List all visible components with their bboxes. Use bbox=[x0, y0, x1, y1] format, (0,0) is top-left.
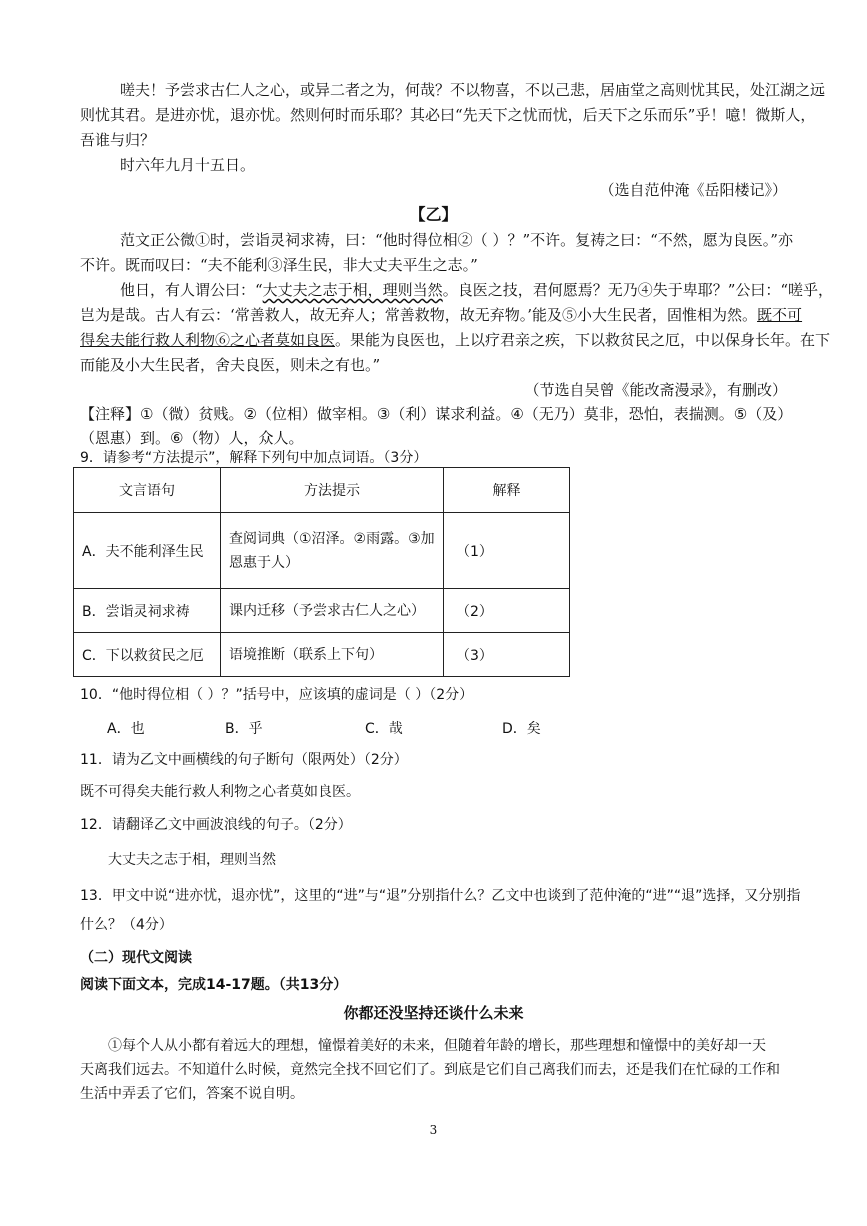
underlined-sentence: 既不可 bbox=[757, 306, 803, 324]
article-line: 生活中弄丢了它们，答案不说自明。 bbox=[80, 1086, 304, 1102]
option-d[interactable]: D．矣 bbox=[502, 721, 541, 737]
table-header: 解释 bbox=[444, 468, 570, 513]
notes-line: 【注释】①（微）贫贱。②（位相）做宰相。③（利）谋求利益。④（无乃）莫非，恐怕，表揣测。⑤（及） bbox=[80, 405, 793, 423]
table-row bbox=[74, 633, 570, 677]
passage-line: 吾谁与归？ bbox=[80, 131, 156, 149]
passage-line bbox=[80, 305, 802, 325]
article-line: 天离我们远去。不知道什么时候，竟然完全找不回它们了。到底是它们自己离我们而去，还是我们在忙碌的工作和 bbox=[80, 1062, 780, 1078]
option-a[interactable]: A．也 bbox=[107, 721, 145, 737]
question-12-stem: 12．请翻译乙文中画波浪线的句子。（2分） bbox=[80, 817, 352, 833]
text-segment: 。良医之技，君何愿焉？无乃④失于卑耶？”公曰：“嗟乎， bbox=[442, 281, 834, 299]
passage-date: 时六年九月十五日。 bbox=[120, 156, 256, 174]
table-cell-hint: 语境推断（联系上下句） bbox=[221, 633, 444, 677]
page-number: 3 bbox=[429, 1123, 438, 1137]
passage-line: 则忧其君。是进亦忧，退亦忧。然则何时而乐耶？其必曰“先天下之忧而忧，后天下之乐而乐”乎！噫！微斯人， bbox=[80, 106, 816, 124]
section-heading-yi: 【乙】 bbox=[409, 205, 458, 224]
table-cell-sentence: A．夫不能利泽生民 bbox=[74, 513, 221, 589]
text-segment: 。果能为良医也，上以疗君亲之疾，下以救贫民之厄，中以保身长年。在下 bbox=[335, 331, 831, 349]
question-11-sentence: 既不可得矣夫能行救人利物之心者莫如良医。 bbox=[80, 784, 360, 800]
question-11-stem: 11．请为乙文中画横线的句子断句（限两处）（2分） bbox=[80, 752, 408, 768]
option-b[interactable]: B．乎 bbox=[225, 721, 263, 737]
table-cell-sentence: C．下以救贫民之厄 bbox=[74, 633, 221, 677]
table-header-row bbox=[74, 468, 570, 513]
notes-line: （恩惠）到。⑥（物）人，众人。 bbox=[80, 429, 304, 447]
section-instruction: 阅读下面文本，完成14-17题。（共13分） bbox=[80, 977, 348, 993]
table-header: 文言语句 bbox=[74, 468, 221, 513]
question-13-line: 什么？（4分） bbox=[80, 917, 173, 933]
passage-line: 不许。既而叹曰：“夫不能利③泽生民，非大丈夫平生之志。” bbox=[80, 256, 478, 274]
method-table bbox=[73, 467, 570, 677]
article-line: ①每个人从小都有着远大的理想，憧憬着美好的未来，但随着年龄的增长，那些理想和憧憬中的美好却一天 bbox=[108, 1038, 766, 1054]
passage-line: 而能及小大生民者，舍夫良医，则未之有也。” bbox=[80, 356, 381, 374]
answer-blank-1[interactable]: （1） bbox=[444, 513, 570, 589]
table-row bbox=[74, 589, 570, 633]
text-segment: 他日，有人谓公曰：“ bbox=[120, 281, 263, 299]
passage-line: 范文正公微①时，尝诣灵祠求祷，曰：“他时得位相②（ ）？”不许。复祷之曰：“不然，愿为良医。”亦 bbox=[120, 231, 793, 249]
answer-blank-2[interactable]: （2） bbox=[444, 589, 570, 633]
question-10-stem: 10．“他时得位相（ ）？”括号中，应该填的虚词是（ ）（2分） bbox=[80, 687, 474, 703]
table-header: 方法提示 bbox=[221, 468, 444, 513]
table-cell-sentence: B．尝诣灵祠求祷 bbox=[74, 589, 221, 633]
option-c[interactable]: C．哉 bbox=[365, 721, 403, 737]
underlined-sentence: 得矣夫能行救人利物⑥之心者莫如良医 bbox=[80, 331, 336, 349]
question-9-stem: 9．请参考“方法提示”，解释下列句中加点词语。（3分） bbox=[80, 450, 428, 466]
passage-line bbox=[120, 280, 833, 300]
passage-source: （选自范仲淹《岳阳楼记》） bbox=[599, 181, 787, 199]
table-cell-hint: 查阅词典（①沼泽。②雨露。③加恩惠于人） bbox=[221, 513, 444, 589]
table-cell-hint: 课内迁移（予尝求古仁人之心） bbox=[221, 589, 444, 633]
question-12-sentence: 大丈夫之志于相，理则当然 bbox=[108, 852, 276, 868]
section-heading-modern: （二）现代文阅读 bbox=[80, 950, 192, 966]
article-title: 你都还没坚持还谈什么未来 bbox=[343, 1004, 524, 1022]
text-segment: 岂为是哉。古人有云：‘常善救人，故无弃人；常善救物，故无弃物。’能及⑤小大生民者，固惟相为然。 bbox=[80, 306, 758, 324]
wavy-underlined-sentence: 大丈夫之志于相，理则当然 bbox=[262, 281, 443, 299]
question-13-line: 13．甲文中说“进亦忧，退亦忧”，这里的“进”与“退”分别指什么？乙文中也谈到了范仲淹的“进”“退”选择，又分别指 bbox=[80, 888, 801, 904]
answer-blank-3[interactable]: （3） bbox=[444, 633, 570, 677]
passage-line bbox=[80, 330, 830, 350]
passage-source: （节选自吴曾《能改斋漫录》，有删改） bbox=[524, 381, 787, 399]
table-row bbox=[74, 513, 570, 589]
passage-line: 嗟夫！予尝求古仁人之心，或异二者之为，何哉？不以物喜，不以己悲，居庙堂之高则忧其民，处江湖之远 bbox=[120, 81, 826, 99]
